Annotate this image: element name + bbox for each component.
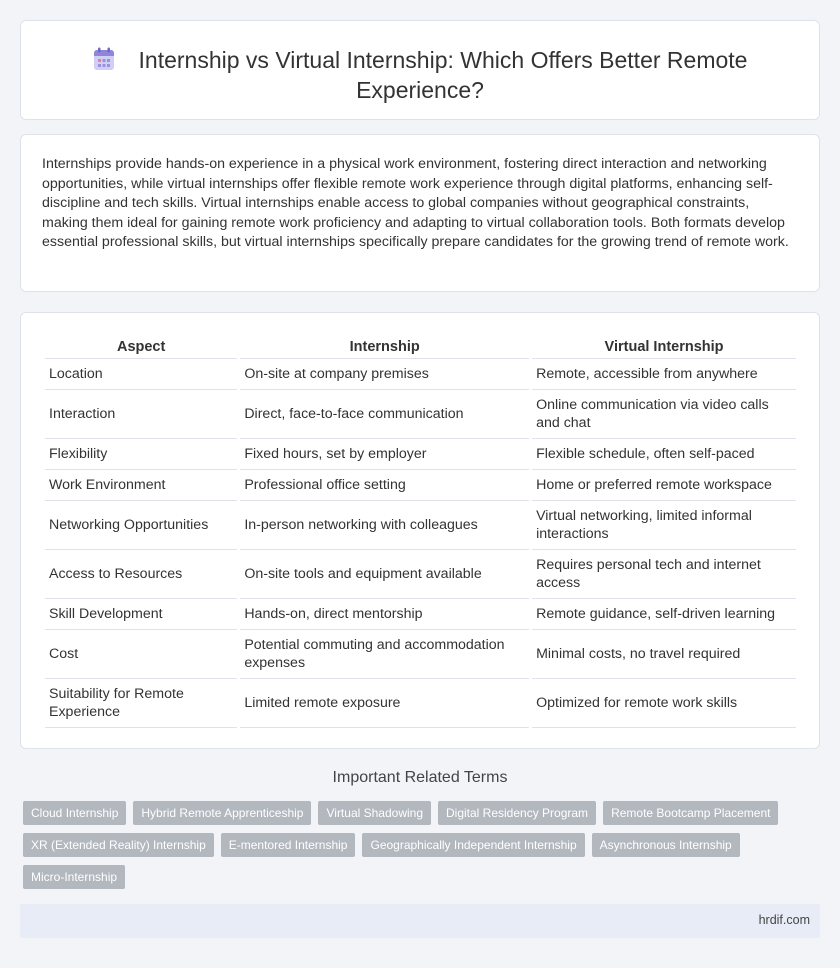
page-title-text: Internship vs Virtual Internship: Which Offers Better Remote Experience? bbox=[138, 47, 748, 103]
cell-aspect: Skill Development bbox=[45, 599, 237, 630]
intro-paragraph: Internships provide hands-on experience in a physical work environment, fostering direct interaction and networking opportunities, while virtual internships offer flexible remote work experience through digital platforms, enhancing self-discipline and tech skills. Virtual internships enable access to global companies without geographical constraints, making them ideal for gaining remote work proficiency and adapting to virtual collaboration tools. Both formats develop essential professional skills, but virtual internships specifically prepare candidates for the growing trend of remote work. bbox=[42, 156, 789, 250]
header-internship: Internship bbox=[240, 335, 529, 359]
table-row bbox=[45, 439, 796, 470]
cell-aspect: Flexibility bbox=[45, 439, 237, 470]
header-virtual-internship: Virtual Internship bbox=[532, 335, 796, 359]
comparison-table bbox=[42, 335, 799, 728]
cell-aspect: Work Environment bbox=[45, 470, 237, 501]
related-term-tag[interactable]: Asynchronous Internship bbox=[592, 833, 740, 857]
related-term-tag[interactable]: Geographically Independent Internship bbox=[362, 833, 584, 857]
cell-internship: Limited remote exposure bbox=[240, 679, 529, 728]
related-term-tag[interactable]: XR (Extended Reality) Internship bbox=[23, 833, 214, 857]
table-row bbox=[45, 599, 796, 630]
page-title bbox=[61, 45, 779, 105]
cell-virtual-internship: Remote, accessible from anywhere bbox=[532, 359, 796, 390]
table-row bbox=[45, 550, 796, 599]
calendar-icon bbox=[93, 47, 115, 71]
cell-aspect: Location bbox=[45, 359, 237, 390]
footer bbox=[20, 904, 820, 938]
header-aspect: Aspect bbox=[45, 335, 237, 359]
table-row bbox=[45, 470, 796, 501]
cell-virtual-internship: Home or preferred remote workspace bbox=[532, 470, 796, 501]
cell-virtual-internship: Virtual networking, limited informal interactions bbox=[532, 501, 796, 550]
table-row bbox=[45, 501, 796, 550]
cell-internship: On-site at company premises bbox=[240, 359, 529, 390]
related-term-tag[interactable]: Digital Residency Program bbox=[438, 801, 596, 825]
intro-card bbox=[20, 134, 820, 292]
cell-virtual-internship: Flexible schedule, often self-paced bbox=[532, 439, 796, 470]
cell-virtual-internship: Remote guidance, self-driven learning bbox=[532, 599, 796, 630]
title-card bbox=[20, 20, 820, 120]
related-term-tag[interactable]: E-mentored Internship bbox=[221, 833, 356, 857]
cell-internship: Hands-on, direct mentorship bbox=[240, 599, 529, 630]
related-term-tag[interactable]: Remote Bootcamp Placement bbox=[603, 801, 778, 825]
cell-aspect: Cost bbox=[45, 630, 237, 679]
cell-virtual-internship: Online communication via video calls and chat bbox=[532, 390, 796, 439]
related-term-tag[interactable]: Virtual Shadowing bbox=[318, 801, 431, 825]
cell-internship: On-site tools and equipment available bbox=[240, 550, 529, 599]
comparison-table-card bbox=[20, 312, 820, 749]
related-term-tag[interactable]: Hybrid Remote Apprenticeship bbox=[133, 801, 311, 825]
table-row bbox=[45, 390, 796, 439]
related-terms-list bbox=[23, 801, 803, 889]
table-header-row bbox=[45, 335, 796, 359]
table-row bbox=[45, 359, 796, 390]
cell-aspect: Networking Opportunities bbox=[45, 501, 237, 550]
table-row bbox=[45, 630, 796, 679]
cell-virtual-internship: Optimized for remote work skills bbox=[532, 679, 796, 728]
cell-internship: Direct, face-to-face communication bbox=[240, 390, 529, 439]
cell-internship: Potential commuting and accommodation expenses bbox=[240, 630, 529, 679]
cell-aspect: Interaction bbox=[45, 390, 237, 439]
cell-internship: Professional office setting bbox=[240, 470, 529, 501]
footer-site-link[interactable]: hrdif.com bbox=[758, 913, 810, 927]
cell-internship: In-person networking with colleagues bbox=[240, 501, 529, 550]
cell-internship: Fixed hours, set by employer bbox=[240, 439, 529, 470]
related-term-tag[interactable]: Micro-Internship bbox=[23, 865, 125, 889]
related-terms-heading: Important Related Terms bbox=[332, 769, 508, 786]
cell-virtual-internship: Requires personal tech and internet access bbox=[532, 550, 796, 599]
cell-virtual-internship: Minimal costs, no travel required bbox=[532, 630, 796, 679]
cell-aspect: Access to Resources bbox=[45, 550, 237, 599]
cell-aspect: Suitability for Remote Experience bbox=[45, 679, 237, 728]
table-row bbox=[45, 679, 796, 728]
related-term-tag[interactable]: Cloud Internship bbox=[23, 801, 126, 825]
